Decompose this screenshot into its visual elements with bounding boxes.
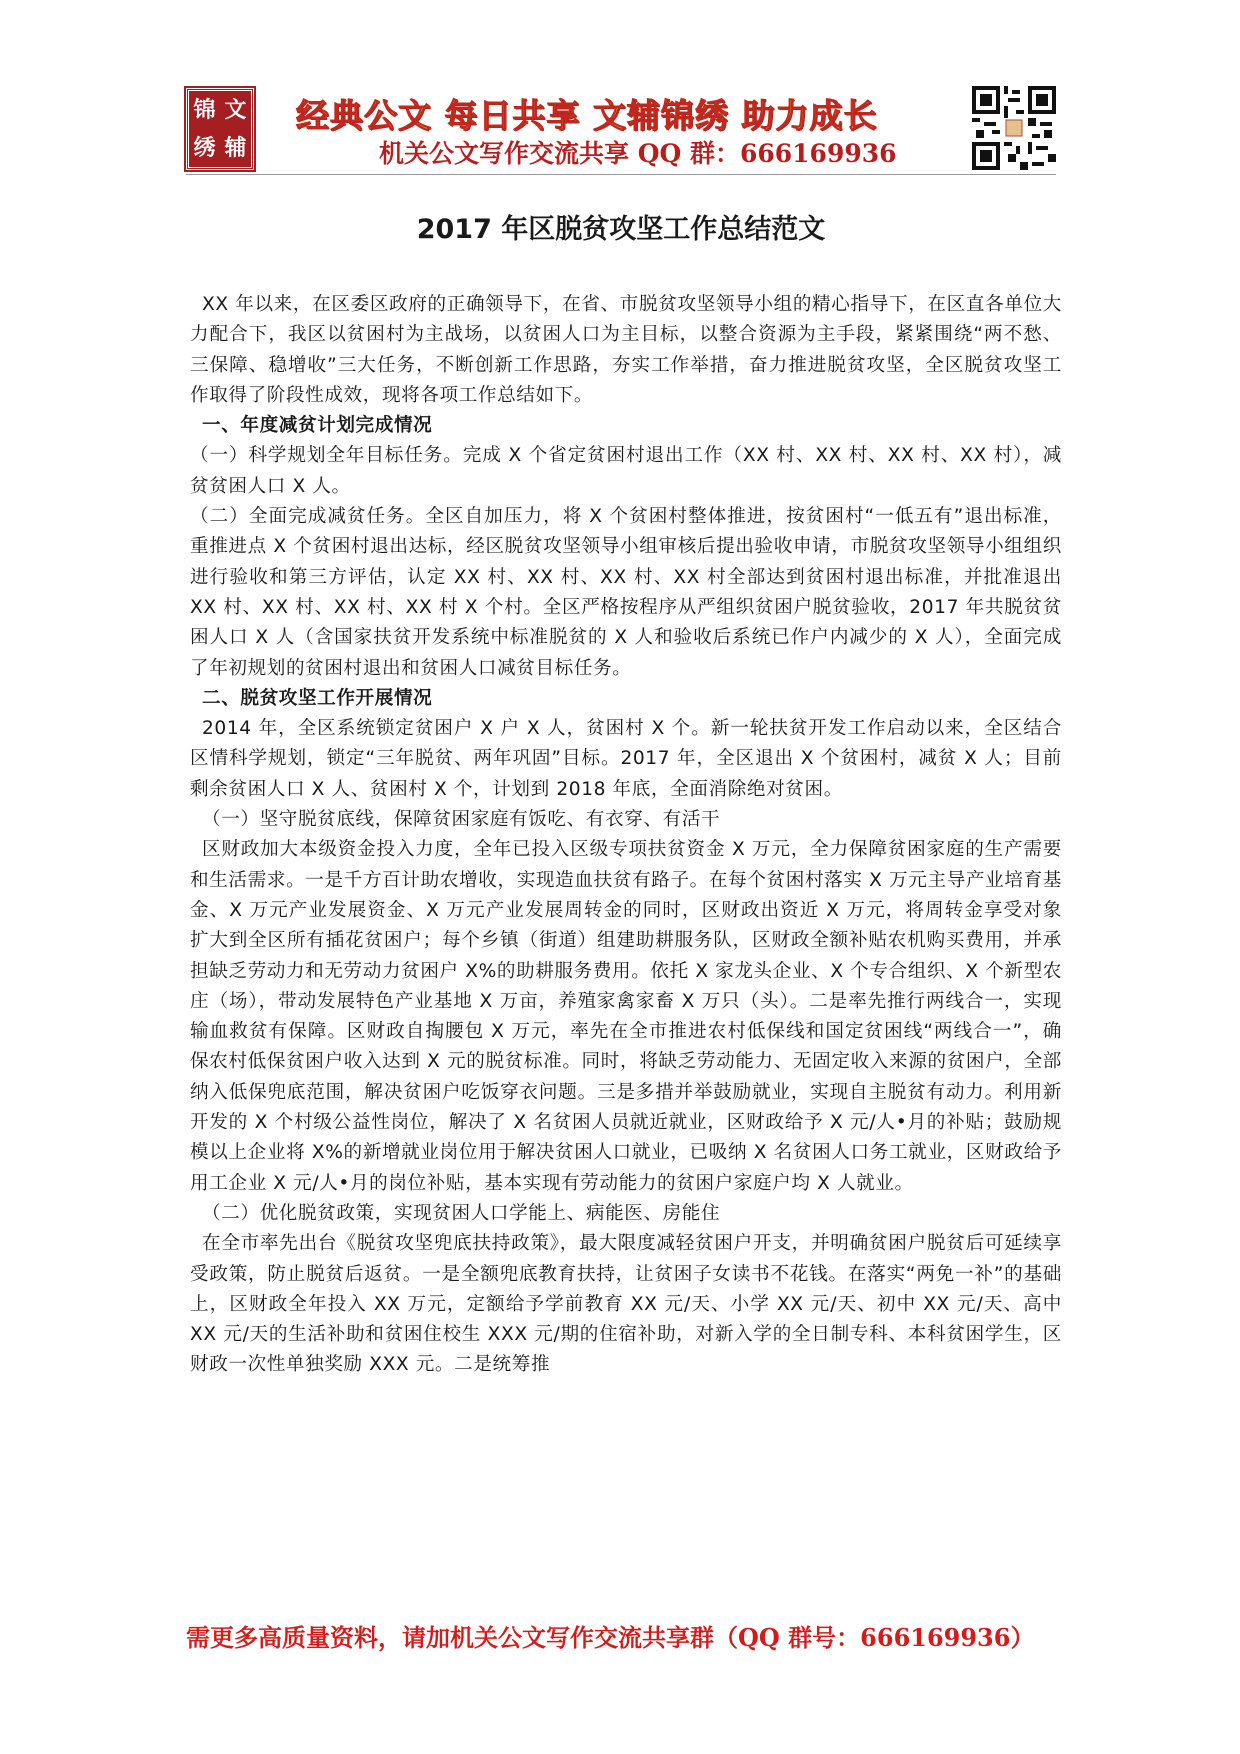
body-paragraph: （二）优化脱贫政策，实现贫困人口学能上、病能医、房能住 bbox=[202, 1202, 721, 1224]
seal-char: 辅 bbox=[224, 135, 247, 161]
header-slogan: 经典公文 每日共享 文辅锦绣 助力成长 bbox=[296, 96, 878, 135]
section-heading: 一、年度减贫计划完成情况 bbox=[202, 415, 433, 437]
document-title: 2017 年区脱贫攻坚工作总结范文 bbox=[416, 214, 826, 245]
header-qq-group: 机关公文写作交流共享 QQ 群：666169936 bbox=[379, 139, 897, 168]
qr-code-icon bbox=[972, 86, 1056, 170]
document-body bbox=[190, 290, 1062, 1381]
body-paragraph: （一）科学规划全年目标任务。完成 X 个省定贫困村退出工作（XX 村、XX 村、XX 村、XX 村），减贫贫困人口 X 人。 bbox=[190, 445, 1062, 497]
document-header bbox=[186, 86, 1056, 175]
seal-char: 文 bbox=[224, 97, 247, 123]
body-paragraph: 在全市率先出台《脱贫攻坚兜底扶持政策》，最大限度减轻贫困户开支，并明确贫困户脱贫后可延续享受政策，防止脱贫后返贫。一是全额兜底教育扶持，让贫困子女读书不花钱。在落实“两免一补”的基础上，区财政全年投入 XX 万元，定额给予学前教育 XX 元/天、小学 XX 元/天、初中 XX 元/天、高中 XX 元/天的生活补助和贫困住校生 XXX 元/期的住宿补助，对新入学的全日制专科、本科贫困学生，区财政一次性单独奖励 XXX 元。二是统筹推 bbox=[190, 1233, 1062, 1376]
body-paragraph: （一）坚守脱贫底线，保障贫困家庭有饭吃、有衣穿、有活干 bbox=[202, 809, 721, 831]
seal-logo bbox=[186, 88, 254, 170]
body-paragraph: 2014 年，全区系统锁定贫困户 X 户 X 人，贫困村 X 个。新一轮扶贫开发工作启动以来，全区结合区情科学规划，锁定“三年脱贫、两年巩固”目标。2017 年，全区退出 X 个贫困村，减贫 X 人；目前剩余贫困人口 X 人、贫困村 X 个，计划到 2018 年底，全面消除绝对贫困。 bbox=[190, 718, 1062, 800]
footer-notice: 需更多高质量资料，请加机关公文写作交流共享群（QQ 群号：666169936） bbox=[186, 1623, 1035, 1652]
seal-char: 绣 bbox=[193, 135, 216, 161]
seal-char: 锦 bbox=[193, 97, 216, 123]
body-paragraph: （二）全面完成减贫任务。全区自加压力，将 X 个贫困村整体推进，按贫困村“一低五有”退出标准，重推进点 X 个贫困村退出达标，经区脱贫攻坚领导小组审核后提出验收申请，市脱贫攻坚领导小组组织进行验收和第三方评估，认定 XX 村、XX 村、XX 村、XX 村全部达到贫困村退出标准，并批准退出 XX 村、XX 村、XX 村、XX 村 X 个村。全区严格按程序从严组织贫困户脱贫验收，2017 年共脱贫贫困人口 X 人（含国家扶贫开发系统中标准脱贫的 X 人和验收后系统已作户内减少的 X 人），全面完成了年初规划的贫困村退出和贫困人口减贫目标任务。 bbox=[190, 506, 1062, 679]
body-paragraph: XX 年以来，在区委区政府的正确领导下，在省、市脱贫攻坚领导小组的精心指导下，在区直各单位大力配合下，我区以贫困村为主战场，以贫困人口为主目标，以整合资源为主手段，紧紧围绕“两不愁、三保障、稳增收”三大任务，不断创新工作思路，夯实工作举措，奋力推进脱贫攻坚，全区脱贫攻坚工作取得了阶段性成效，现将各项工作总结如下。 bbox=[190, 294, 1062, 406]
section-heading: 二、脱贫攻坚工作开展情况 bbox=[202, 687, 433, 709]
body-paragraph: 区财政加大本级资金投入力度，全年已投入区级专项扶贫资金 X 万元，全力保障贫困家庭的生产需要和生活需求。一是千方百计助农增收，实现造血扶贫有路子。在每个贫困村落实 X 万元主导产业培育基金、X 万元产业发展资金、X 万元产业发展周转金的同时，区财政出资近 X 万元，将周转金享受对象扩大到全区所有插花贫困户；每个乡镇（街道）组建助耕服务队，区财政全额补贴农机购买费用，并承担缺乏劳动力和无劳动力贫困户 X%的助耕服务费用。依托 X 家龙头企业、X 个专合组织、X 个新型农庄（场），带动发展特色产业基地 X 万亩，养殖家禽家畜 X 万只（头）。二是率先推行两线合一，实现输血救贫有保障。区财政自掏腰包 X 万元，率先在全市推进农村低保线和国定贫困线“两线合一”，确保农村低保贫困户收入达到 X 元的脱贫标准。同时，将缺乏劳动能力、无固定收入来源的贫困户，全部纳入低保兜底范围，解决贫困户吃饭穿衣问题。三是多措并举鼓励就业，实现自主脱贫有动力。利用新开发的 X 个村级公益性岗位，解决了 X 名贫困人员就近就业，区财政给予 X 元/人•月的补贴；鼓励规模以上企业将 X%的新增就业岗位用于解决贫困人口就业，已吸纳 X 名贫困人口务工就业，区财政给予用工企业 X 元/人•月的岗位补贴，基本实现有劳动能力的贫困户家庭户均 X 人就业。 bbox=[190, 839, 1062, 1194]
